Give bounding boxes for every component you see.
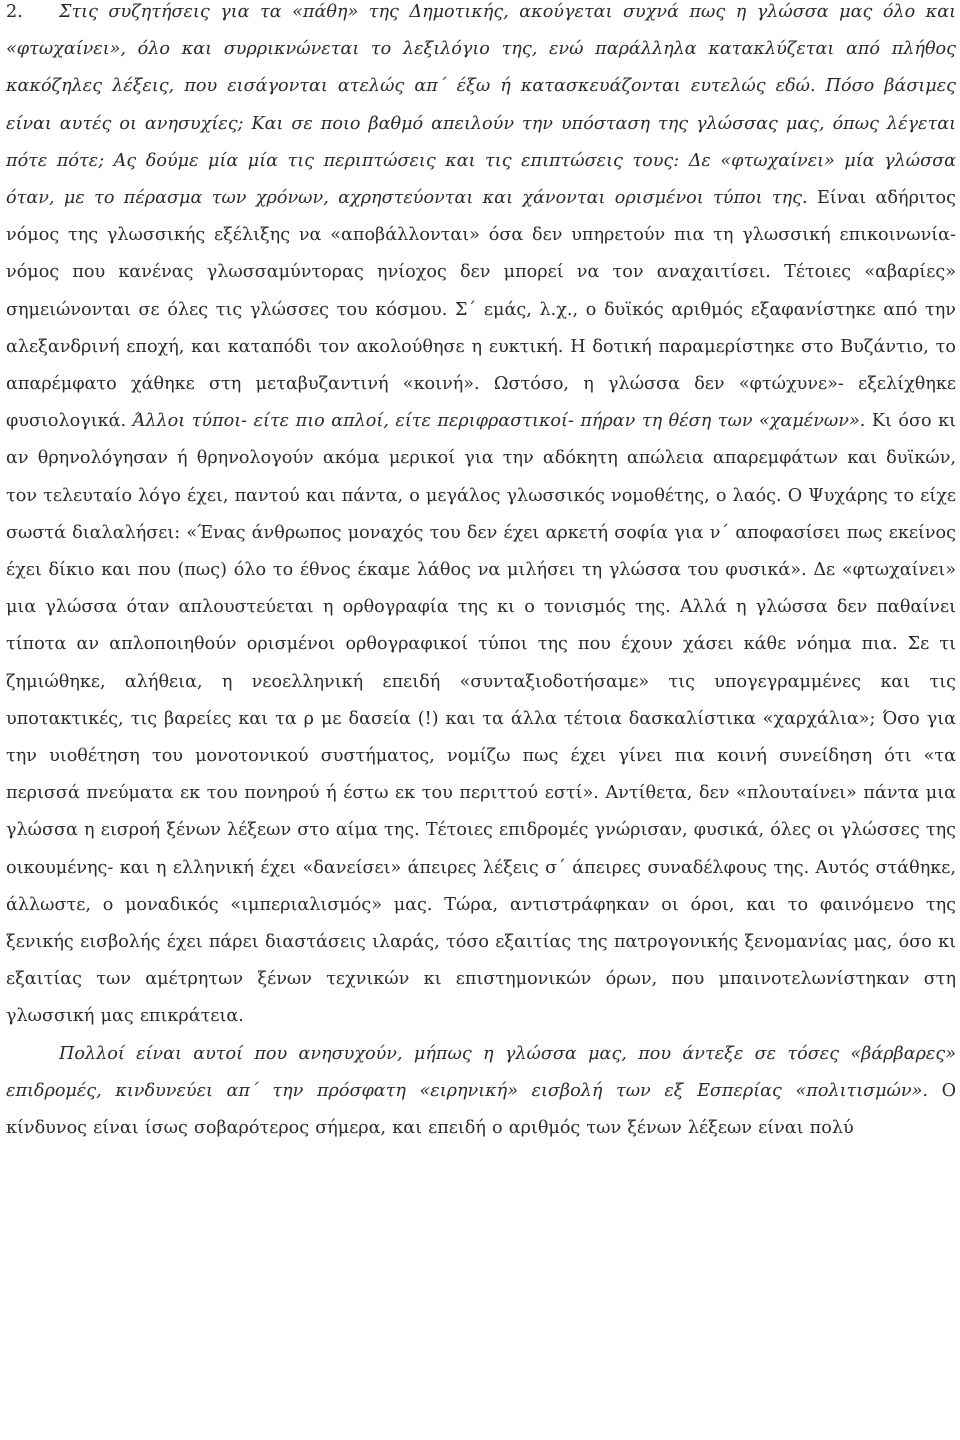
paragraph-number: 2. (6, 2, 23, 22)
paragraph-2 (6, 1036, 956, 1148)
paragraph-1-run-4: Κι όσο κι αν θρηνολόγησαν ή θρηνολογούν ακόμα μερικοί για την αδόκητη απώλεια απαρεμφάτων και δυϊκών, τον τελευταίο λόγο έχει, παντού και πάντα, ο μεγάλος γλωσσικός νομοθέτης, ο λαός. Ο Ψυχάρης το είχε σωστά διαλαλήσει: «Ένας άνθρωπος μοναχός του δεν έχει αρκετή σοφία για ν΄ αποφασίσει πως εκείνος έχει δίκιο και που (πως) όλο το έθνος έκαμε λάθος να μιλήσει τη γλώσσα του φυσικά». Δε «φτωχαίνει» μια γλώσσα όταν απλουστεύεται η ορθογραφία της κι ο τονισμός της. Αλλά η γλώσσα δεν παθαίνει τίποτα αν απλοποιηθούν ορισμένοι ορθογραφικοί τύποι της που έχουν χάσει κάθε νόημα πια. Σε τι ζημιώθηκε, αλήθεια, η νεοελληνική επειδή «συνταξιοδοτήσαμε» τις υπογεγραμμένες και τις υποτακτικές, τις βαρείες και τα ρ με δασεία (!) και τα άλλα τέτοια δασκαλίστικα «χαρχάλια»; Όσο για την υιοθέτηση του μονοτονικού συστήματος, νομίζω πως έχει γίνει πια κοινή συνείδηση ότι «τα περισσά πνεύματα εκ του πονηρού ή έστω εκ του περιττού εστί». Αντίθετα, δεν «πλουταίνει» πάντα μια γλώσσα η εισροή ξένων λέξεων στο αίμα της. Τέτοιες επιδρομές γνώρισαν, φυσικά, όλες οι γλώσσες της οικουμένης- και η ελληνική έχει «δανείσει» άπειρες λέξεις σ΄ άπειρες συναδέλφους της. Αυτός στάθηκε, άλλωστε, ο μοναδικός «ιμπεριαλισμός» μας. Τώρα, αντιστράφηκαν οι όροι, και το φαινόμενο της ξενικής εισβολής έχει πάρει διαστάσεις ιλαράς, τόσο εξαιτίας της πατρογονικής ξενομανίας μας, όσο κι εξαιτίας των αμέτρητων ξένων τεχνικών κι επιστημονικών όρων, που μπαινοτελωνίστηκαν στη γλωσσική μας επικράτεια. (6, 411, 956, 1027)
paragraph-2-run-1: Πολλοί είναι αυτοί που ανησυχούν, μήπως η γλώσσα μας, που άντεξε σε τόσες «βάρβαρες» επιδρομές, κινδυνεύει απ΄ την πρόσφατη «ειρηνική» εισβολή των εξ Εσπερίας «πολιτισμών». (6, 1043, 956, 1101)
paragraph-1-run-3: Άλλοι τύποι- είτε πιο απλοί, είτε περιφραστικοί- πήραν τη θέση των «χαμένων». (132, 411, 872, 432)
paragraph-1 (6, 0, 956, 1036)
paragraph-1-run-2: Είναι αδήριτος νόμος της γλωσσικής εξέλιξης να «αποβάλλονται» όσα δεν υπηρετούν πια τη γλωσσική επικοινωνία- νόμος που κανένας γλωσσαμύντορας ηνίοχος δεν μπορεί να τον αναχαιτίσει. Τέτοιες «αβαρίες» σημειώνονται σε όλες τις γλώσσες του κόσμου. Σ΄ εμάς, λ.χ., ο δυϊκός αριθμός εξαφανίστηκε από την αλεξανδρινή εποχή, και καταπόδι τον ακολούθησε η ευκτική. Η δοτική παραμερίστηκε στο Βυζάντιο, το απαρέμφατο χάθηκε στη μεταβυζαντινή «κοινή». Ωστόσο, η γλώσσα δεν «φτώχυνε»- εξελίχθηκε φυσιολογικά. (6, 188, 956, 432)
paragraph-1-run-1: Στις συζητήσεις για τα «πάθη» της Δημοτικής, ακούγεται συχνά πως η γλώσσα μας όλο και «φτωχαίνει», όλο και συρρικνώνεται το λεξιλόγιο της, ενώ παράλληλα κατακλύζεται από πλήθος κακόζηλες λέξεις, που εισάγονται ατελώς απ΄ έξω ή κατασκευάζονται ευτελώς εδώ. Πόσο βάσιμες είναι αυτές οι ανησυχίες; Και σε ποιο βαθμό απειλούν την υπόσταση της γλώσσας μας, όπως λέγεται πότε πότε; Ας δούμε μία μία τις περιπτώσεις και τις επιπτώσεις τους: Δε «φτωχαίνει» μία γλώσσα όταν, με το πέρασμα των χρόνων, αχρηστεύονται και χάνονται ορισμένοι τύποι της. (6, 2, 956, 209)
document-page (6, 0, 956, 1440)
paragraph-2-run-2: Ο κίνδυνος είναι ίσως σοβαρότερος σήμερα, και επειδή ο αριθμός των ξένων λέξεων είναι πολύ (6, 1080, 956, 1139)
